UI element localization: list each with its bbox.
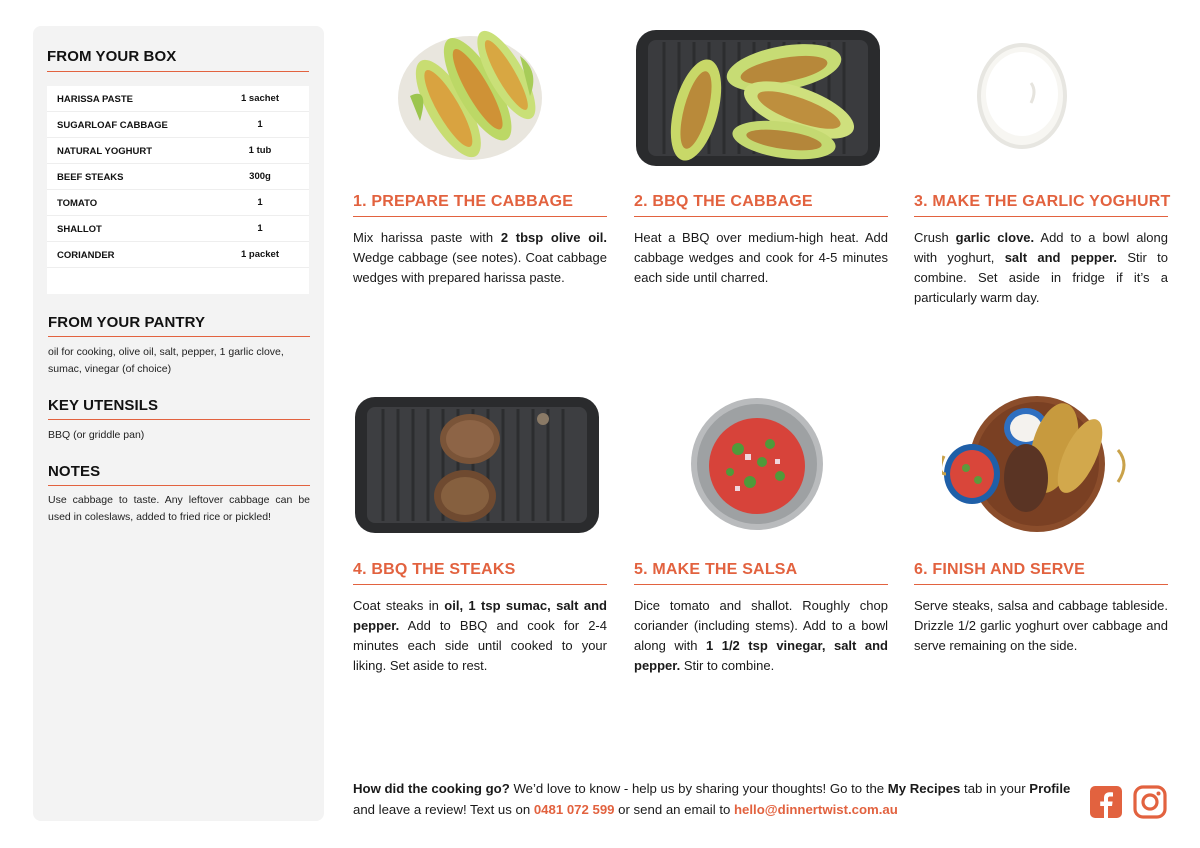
ingredient-name: CORIANDER xyxy=(57,250,115,261)
email-link[interactable]: hello@dinnertwist.com.au xyxy=(734,802,898,817)
step-bold-text: oil, 1 tsp sumac, salt and pepper. xyxy=(353,598,607,633)
ingredient-qty: 1 xyxy=(257,119,263,130)
step-bold-text: salt and pepper. xyxy=(1004,250,1118,265)
heading-rule xyxy=(47,71,309,72)
step-3-instructions xyxy=(914,228,1168,308)
ingredient-row xyxy=(47,164,309,190)
grill-cabbage-photo xyxy=(634,28,882,168)
step-text: Crush xyxy=(914,230,956,245)
footer-text: and leave a review! Text us on xyxy=(353,802,534,817)
sidebar xyxy=(33,26,324,821)
notes-text: Use cabbage to taste. Any leftover cabbage can be used in coleslaws, added to fried rice or pickled! xyxy=(48,494,310,523)
step-5-instructions xyxy=(634,596,888,676)
ingredient-qty: 1 packet xyxy=(240,249,280,260)
cabbage-wedges-photo xyxy=(390,26,550,168)
step-2-title: 2. BBQ THE CABBAGE xyxy=(634,193,813,210)
ingredients-table xyxy=(47,86,309,294)
step-rule xyxy=(353,584,607,585)
step-text: Wedge cabbage (see notes). Coat cabbage wedges with prepared harissa paste. xyxy=(353,250,607,285)
step-rule xyxy=(634,584,888,585)
instagram-icon[interactable] xyxy=(1133,785,1167,819)
step-text: Stir to combine. xyxy=(680,658,775,673)
step-rule xyxy=(914,216,1168,217)
step-rule xyxy=(914,584,1168,585)
my-recipes-link[interactable]: My Recipes xyxy=(887,781,961,796)
step-text: Dice tomato and shallot. Roughly chop coriander (including stems). Add to a bowl along with xyxy=(634,598,888,653)
step-rule xyxy=(353,216,607,217)
key-utensils-heading: KEY UTENSILS xyxy=(48,397,159,414)
step-6-instructions xyxy=(914,596,1168,656)
ingredient-name: SUGARLOAF CABBAGE xyxy=(57,120,168,131)
step-bold-text: garlic clove. xyxy=(955,230,1035,245)
ingredient-row xyxy=(47,190,309,216)
ingredient-row xyxy=(47,86,309,112)
heading-rule xyxy=(48,336,310,337)
from-your-box-heading: FROM YOUR BOX xyxy=(47,48,177,65)
review-prompt xyxy=(353,778,1073,820)
ingredient-name: SHALLOT xyxy=(57,224,102,235)
step-bold-text: 2 tbsp olive oil. xyxy=(500,230,607,245)
ingredient-qty: 1 xyxy=(257,197,263,208)
step-text: Heat a BBQ over medium-high heat. Add cabbage wedges and cook for 4-5 minutes each side until charred. xyxy=(634,230,888,285)
ingredient-row xyxy=(47,216,309,242)
step-1-instructions xyxy=(353,228,607,288)
step-5-title: 5. MAKE THE SALSA xyxy=(634,561,798,578)
step-6-title: 6. FINISH AND SERVE xyxy=(914,561,1085,578)
step-4-title: 4. BBQ THE STEAKS xyxy=(353,561,516,578)
ingredient-qty: 1 xyxy=(257,223,263,234)
step-text: Add to BBQ and cook for 2-4 minutes each side until cooked to your liking. Set aside to rest. xyxy=(353,618,607,673)
notes-heading: NOTES xyxy=(48,463,101,480)
serving-platter-photo xyxy=(942,394,1132,534)
step-text: Mix harissa paste with xyxy=(353,230,501,245)
ingredient-qty: 300g xyxy=(249,171,271,182)
from-your-pantry-heading: FROM YOUR PANTRY xyxy=(48,314,206,331)
step-3-title: 3. MAKE THE GARLIC YOGHURT xyxy=(914,193,1171,210)
footer-text: tab in your xyxy=(960,781,1030,796)
step-text: Serve steaks, salsa and cabbage tableside. Drizzle 1/2 garlic yoghurt over cabbage and serve remaining on the side. xyxy=(914,598,1168,653)
ingredient-name: NATURAL YOGHURT xyxy=(57,146,152,157)
ingredient-name: BEEF STEAKS xyxy=(57,172,124,183)
ingredient-row xyxy=(47,112,309,138)
step-text: Stir to combine. Set aside in fridge if it’s a particularly warm day. xyxy=(914,250,1168,305)
ingredient-row xyxy=(47,242,309,268)
profile-link[interactable]: Profile xyxy=(1029,781,1071,796)
step-bold-text: 1 1/2 tsp vinegar, salt and pepper. xyxy=(634,638,888,673)
grill-steaks-photo xyxy=(353,395,601,535)
step-rule xyxy=(634,216,888,217)
ingredient-name: HARISSA PASTE xyxy=(57,94,134,105)
ingredient-qty: 1 sachet xyxy=(240,93,280,104)
facebook-icon[interactable] xyxy=(1089,785,1123,819)
step-text: Add to a bowl along with yoghurt, xyxy=(914,230,1168,265)
step-2-instructions xyxy=(634,228,888,288)
heading-rule xyxy=(48,419,310,420)
footer-text: We’d love to know - help us by sharing your thoughts! Go to the xyxy=(509,781,888,796)
utensils-text: BBQ (or griddle pan) xyxy=(48,429,145,441)
review-question: How did the cooking go? xyxy=(353,781,510,796)
footer-text: or send an email to xyxy=(614,802,734,817)
yoghurt-bowl-photo xyxy=(976,38,1068,150)
phone-number-link[interactable]: 0481 072 599 xyxy=(533,802,615,817)
salsa-bowl-photo xyxy=(690,394,824,534)
step-1-title: 1. PREPARE THE CABBAGE xyxy=(353,193,574,210)
ingredient-row xyxy=(47,138,309,164)
ingredient-name: TOMATO xyxy=(57,198,98,209)
step-4-instructions xyxy=(353,596,607,676)
ingredient-qty: 1 tub xyxy=(248,145,272,156)
pantry-text: oil for cooking, olive oil, salt, pepper, 1 garlic clove, sumac, vinegar (of choice) xyxy=(48,346,284,375)
step-text: Coat steaks in xyxy=(353,598,445,613)
heading-rule xyxy=(48,485,310,486)
